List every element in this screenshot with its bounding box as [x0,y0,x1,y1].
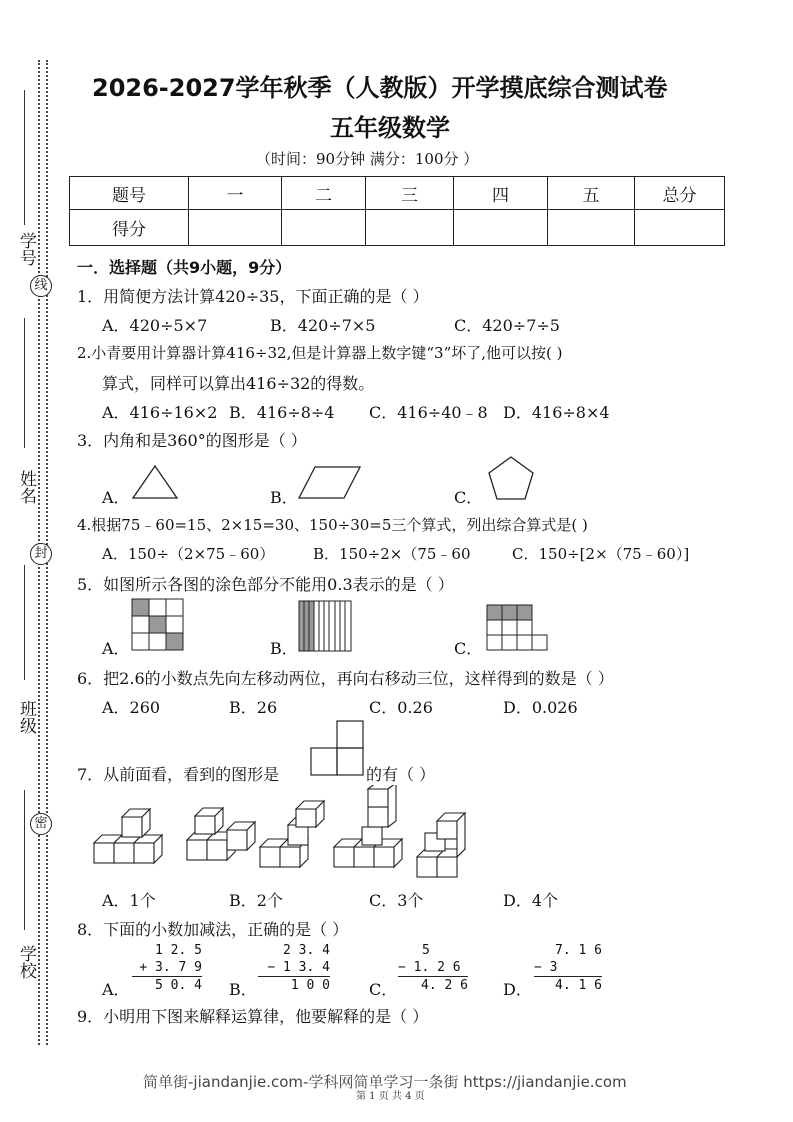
q7-option-c[interactable]: C．3个 [369,891,424,910]
q8-option-c[interactable]: C． [369,980,398,999]
q4-option-b[interactable]: B．150÷2×（75﹣60 [313,545,471,563]
q5-option-a[interactable]: A． [102,639,130,658]
class-label: 班级 [16,700,36,734]
q8-option-a[interactable]: A． [102,980,130,999]
calc-row: 4. 2 6 [398,976,468,994]
question-2-cont: 算式，同样可以算出416÷32的得数。 [102,374,375,393]
score-cell[interactable] [635,210,725,246]
q7-option-b[interactable]: B．2个 [229,891,283,910]
cube-stack-figures [92,785,472,880]
score-cell[interactable] [548,210,635,246]
pentagon-figure [486,455,536,501]
score-header-cell: 三 [366,177,454,210]
q8-calc-c [398,942,468,994]
seal-mark-circle: 封 [30,543,52,565]
q5-option-c[interactable]: C． [454,639,483,658]
q3-option-c[interactable]: C． [454,488,483,507]
question-1: 1．用简便方法计算420÷35，下面正确的是（ ） [77,287,429,306]
calc-row: − 1. 2 6 [398,960,461,975]
q2-option-c[interactable]: C．416÷40﹣8 [369,403,488,422]
parallelogram-figure [297,465,363,501]
score-cell[interactable] [454,210,548,246]
calc-row: 5 [422,943,430,958]
margin-line [24,565,25,680]
margin-line [24,90,25,225]
page-number: 第 1 页 共 4 页 [356,1091,425,1102]
q8-option-b[interactable]: B． [229,980,257,999]
q5-option-b[interactable]: B． [270,639,298,658]
score-header-cell: 五 [548,177,635,210]
q1-option-a[interactable]: A．420÷5×7 [102,316,208,335]
q3-option-a[interactable]: A． [102,488,130,507]
grid-figure-a [131,598,185,652]
score-table [69,176,725,246]
question-2: 2.小青要用计算器计算416÷32,但是计算器上数字键“3”坏了,他可以按( ) [77,344,563,362]
question-5: 5．如图所示各图的涂色部分不能用0.3表示的是（ ） [77,575,454,594]
q7-option-d[interactable]: D．4个 [503,891,559,910]
question-9: 9．小明用下图来解释运算律，他要解释的是（ ） [77,1007,429,1026]
margin-line [24,790,25,930]
calc-row: − 1 3. 4 [267,960,330,975]
question-3: 3．内角和是360°的图形是（ ） [77,431,307,450]
calc-row: + 3. 7 9 [139,960,202,975]
calc-row: 7. 1 6 [555,943,602,958]
triangle-figure [130,463,180,501]
q8-calc-d [534,942,602,994]
score-header-cell: 四 [454,177,548,210]
footer-watermark: 简单街-jiandanjie.com-学科网简单学习一条街 https://jiandanjie.com [143,1073,627,1091]
q6-option-c[interactable]: C．0.26 [369,698,433,717]
q4-option-c[interactable]: C．150÷[2×（75﹣60）] [512,545,690,563]
exam-title: 2026-2027学年秋季（人教版）开学摸底综合测试卷 [92,74,668,102]
question-4: 4.根据75﹣60=15、2×15=30、150÷30=5三个算式，列出综合算式是( ) [77,516,588,534]
line-mark-circle: 线 [30,275,52,297]
student-id-label: 学号 [16,232,36,266]
exam-info: （时间：90分钟 满分：100分 ） [256,150,479,168]
calc-row: 2 3. 4 [283,943,330,958]
margin-line [24,318,25,448]
q8-calc-a [132,942,202,994]
score-row-label: 得分 [70,210,189,246]
score-header-cell: 一 [189,177,282,210]
front-view-figure [309,719,365,777]
secret-mark-circle: 密 [30,813,52,835]
score-header-cell: 题号 [70,177,189,210]
score-header-cell: 二 [282,177,366,210]
question-6: 6．把2.6的小数点先向左移动两位，再向右移动三位，这样得到的数是（ ） [77,669,614,688]
calc-row: 1 2. 5 [155,943,202,958]
score-cell[interactable] [189,210,282,246]
question-7-start: 7．从前面看，看到的图形是 [77,765,280,784]
calc-row: − 3 [534,960,558,975]
q8-calc-b [258,942,330,994]
school-label: 学校 [16,945,36,979]
name-label: 姓名 [16,470,36,504]
calc-row: 4. 1 6 [534,976,602,994]
q6-option-b[interactable]: B．26 [229,698,278,717]
q1-option-b[interactable]: B．420÷7×5 [270,316,376,335]
question-8: 8．下面的小数加减法，正确的是（ ） [77,920,349,939]
q6-option-d[interactable]: D．0.026 [503,698,578,717]
section-heading: 一．选择题（共9小题，9分） [77,258,292,277]
q2-option-b[interactable]: B．416÷8÷4 [229,403,335,422]
calc-row: 5 0. 4 [132,976,202,994]
q2-option-d[interactable]: D．416÷8×4 [503,403,610,422]
striped-figure-b [298,600,354,652]
calc-row: 1 0 0 [258,976,330,994]
q7-option-a[interactable]: A．1个 [102,891,156,910]
score-cell[interactable] [366,210,454,246]
score-cell[interactable] [282,210,366,246]
q3-option-b[interactable]: B． [270,488,298,507]
exam-subtitle: 五年级数学 [330,114,450,142]
q1-option-c[interactable]: C．420÷7÷5 [454,316,560,335]
q6-option-a[interactable]: A．260 [102,698,161,717]
question-7-end: 的有（ ） [366,765,436,784]
grid-figure-c [486,604,550,652]
q4-option-a[interactable]: A．150÷（2×75﹣60） [102,545,275,563]
score-header-cell: 总分 [635,177,725,210]
q2-option-a[interactable]: A．416÷16×2 [102,403,218,422]
q8-option-d[interactable]: D． [503,980,532,999]
